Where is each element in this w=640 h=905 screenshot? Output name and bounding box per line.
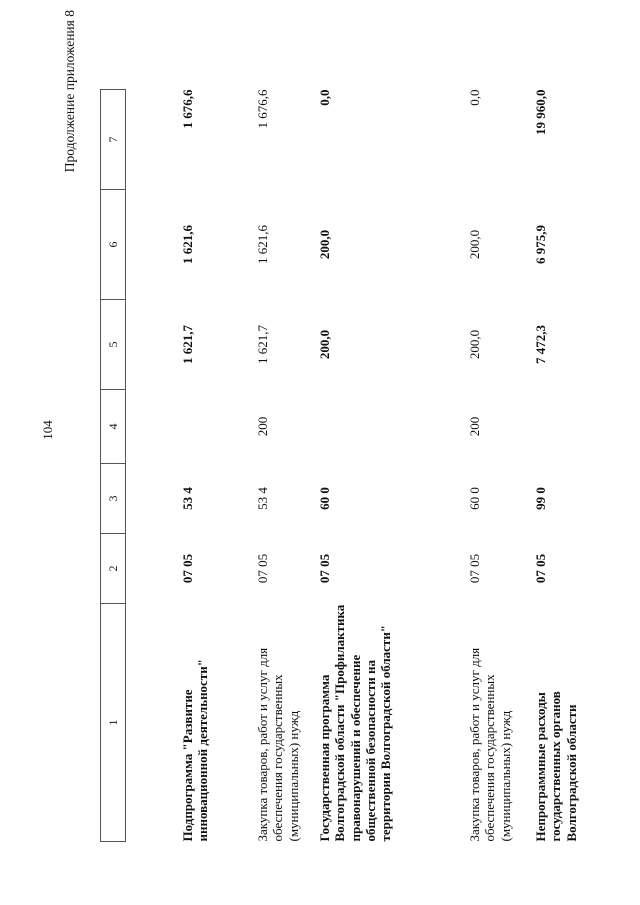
amount-col7: 1 676,6 — [180, 89, 195, 129]
section-code: 07 05 — [533, 553, 548, 584]
amount-col6: 200,0 — [317, 229, 332, 260]
target-code: 53 4 — [255, 487, 270, 510]
section-code: 07 05 — [255, 553, 270, 584]
section-code: 07 05 — [180, 553, 195, 584]
expense-type — [126, 390, 256, 464]
table-row — [317, 90, 467, 842]
table-header-row — [101, 90, 126, 842]
row-name: Закупка товаров, работ и услуг для обеспечения государственных (муниципальных) нужд — [255, 647, 301, 842]
expense-type: 200 — [255, 416, 270, 437]
section-code: 07 05 — [317, 553, 332, 584]
budget-table — [100, 89, 593, 842]
continuation-label: Продолжение приложения 8 — [62, 10, 77, 173]
amount-col6: 200,0 — [467, 229, 482, 260]
amount-col5: 200,0 — [467, 329, 482, 360]
column-header-2: 2 — [101, 534, 126, 604]
column-header-5: 5 — [101, 300, 126, 390]
target-code: 99 0 — [533, 487, 548, 510]
row-name: Непрограммные расходы государственных органов Волгоградской области — [533, 691, 579, 842]
amount-col7: 19 960,0 — [533, 89, 548, 135]
row-name: Подпрограмма "Развитие инновационной деятельности" — [180, 659, 211, 842]
expense-type — [533, 390, 593, 464]
page-number: 104 — [40, 420, 55, 440]
table-row — [126, 90, 256, 842]
amount-col5: 1 621,7 — [255, 325, 270, 364]
column-header-7: 7 — [101, 90, 126, 190]
target-code: 60 0 — [467, 487, 482, 510]
target-code: 60 0 — [317, 487, 332, 510]
column-header-4: 4 — [101, 390, 126, 464]
section-code: 07 05 — [467, 553, 482, 584]
table-row — [467, 90, 533, 842]
expense-type — [317, 390, 467, 464]
amount-col5: 200,0 — [317, 329, 332, 360]
column-header-1: 1 — [101, 604, 126, 842]
expense-type: 200 — [467, 416, 482, 437]
target-code: 53 4 — [180, 487, 195, 510]
amount-col7: 1 676,6 — [255, 89, 270, 129]
row-name: Закупка товаров, работ и услуг для обеспечения государственных (муниципальных) нужд — [467, 647, 513, 842]
amount-col6: 1 621,6 — [255, 225, 270, 264]
column-header-6: 6 — [101, 190, 126, 300]
table-row — [533, 90, 593, 842]
amount-col5: 7 472,3 — [533, 325, 548, 364]
column-header-3: 3 — [101, 464, 126, 534]
amount-col7: 0,0 — [467, 89, 482, 106]
amount-col6: 6 975,9 — [533, 225, 548, 264]
table-row — [255, 90, 317, 842]
amount-col6: 1 621,6 — [180, 225, 195, 264]
row-name: Государственная программа Волгоградской области "Профилактика правонарушений и обеспечение общественной безопасности на территории Волгоградской области" — [317, 604, 394, 842]
amount-col7: 0,0 — [317, 89, 332, 106]
amount-col5: 1 621,7 — [180, 325, 195, 364]
